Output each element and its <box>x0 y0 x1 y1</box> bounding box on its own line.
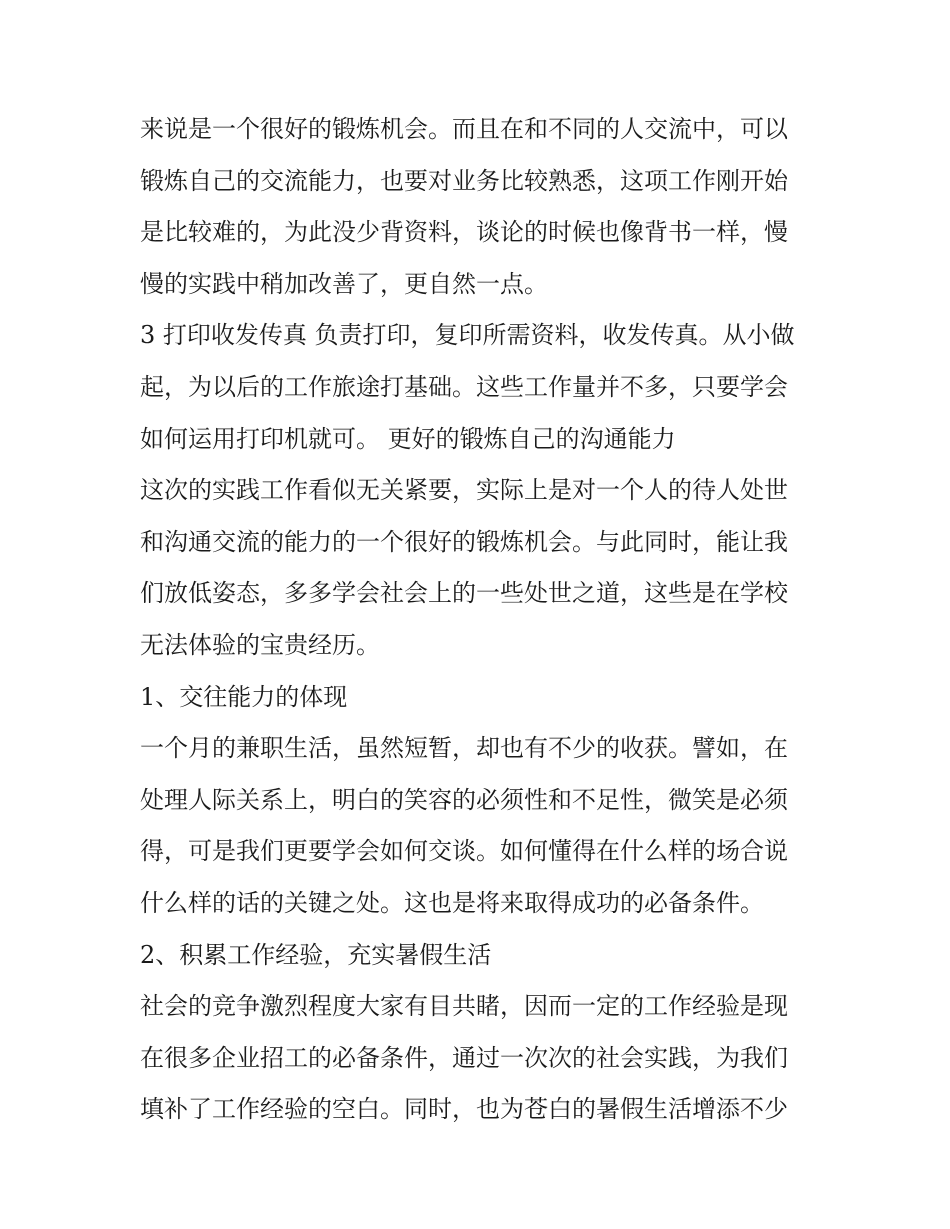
text-line: 锻炼自己的交流能力，也要对业务比较熟悉，这项工作刚开始 <box>140 166 788 195</box>
text-line: 社会的竞争激烈程度大家有目共睹，因而一定的工作经验是现 <box>140 992 788 1021</box>
text-line: 起，为以后的工作旅途打基础。这些工作量并不多，只要学会 <box>140 372 788 401</box>
text-line: 慢的实践中稍加改善了，更自然一点。 <box>140 269 548 298</box>
text-line: 3 打印收发传真 负责打印，复印所需资料，收发传真。从小做 <box>140 321 795 350</box>
text-line: 得，可是我们更要学会如何交谈。如何懂得在什么样的场合说 <box>140 837 788 866</box>
text-line: 这次的实践工作看似无关紧要，实际上是对一个人的待人处世 <box>140 476 788 505</box>
text-line: 填补了工作经验的空白。同时，也为苍白的暑假生活增添不少 <box>140 1095 788 1124</box>
text-line: 无法体验的宝贵经历。 <box>140 630 380 659</box>
document-body <box>140 104 816 1136</box>
section-heading: 1、交往能力的体现 <box>140 682 348 711</box>
text-line: 一个月的兼职生活，虽然短暂，却也有不少的收获。譬如，在 <box>140 734 788 763</box>
text-line: 们放低姿态，多多学会社会上的一些处世之道，这些是在学校 <box>140 579 788 608</box>
text-line: 什么样的话的关键之处。这也是将来取得成功的必备条件。 <box>140 888 764 917</box>
section-heading: 2、积累工作经验，充实暑假生活 <box>140 940 492 969</box>
text-line: 如何运用打印机就可。 更好的锻炼自己的沟通能力 <box>140 424 676 453</box>
text-line: 在很多企业招工的必备条件，通过一次次的社会实践，为我们 <box>140 1043 788 1072</box>
text-line: 来说是一个很好的锻炼机会。而且在和不同的人交流中，可以 <box>140 115 788 143</box>
text-line: 处理人际关系上，明白的笑容的必须性和不足性，微笑是必须 <box>140 785 788 814</box>
text-line: 和沟通交流的能力的一个很好的锻炼机会。与此同时，能让我 <box>140 527 788 556</box>
text-line: 是比较难的，为此没少背资料，谈论的时候也像背书一样，慢 <box>140 218 788 247</box>
